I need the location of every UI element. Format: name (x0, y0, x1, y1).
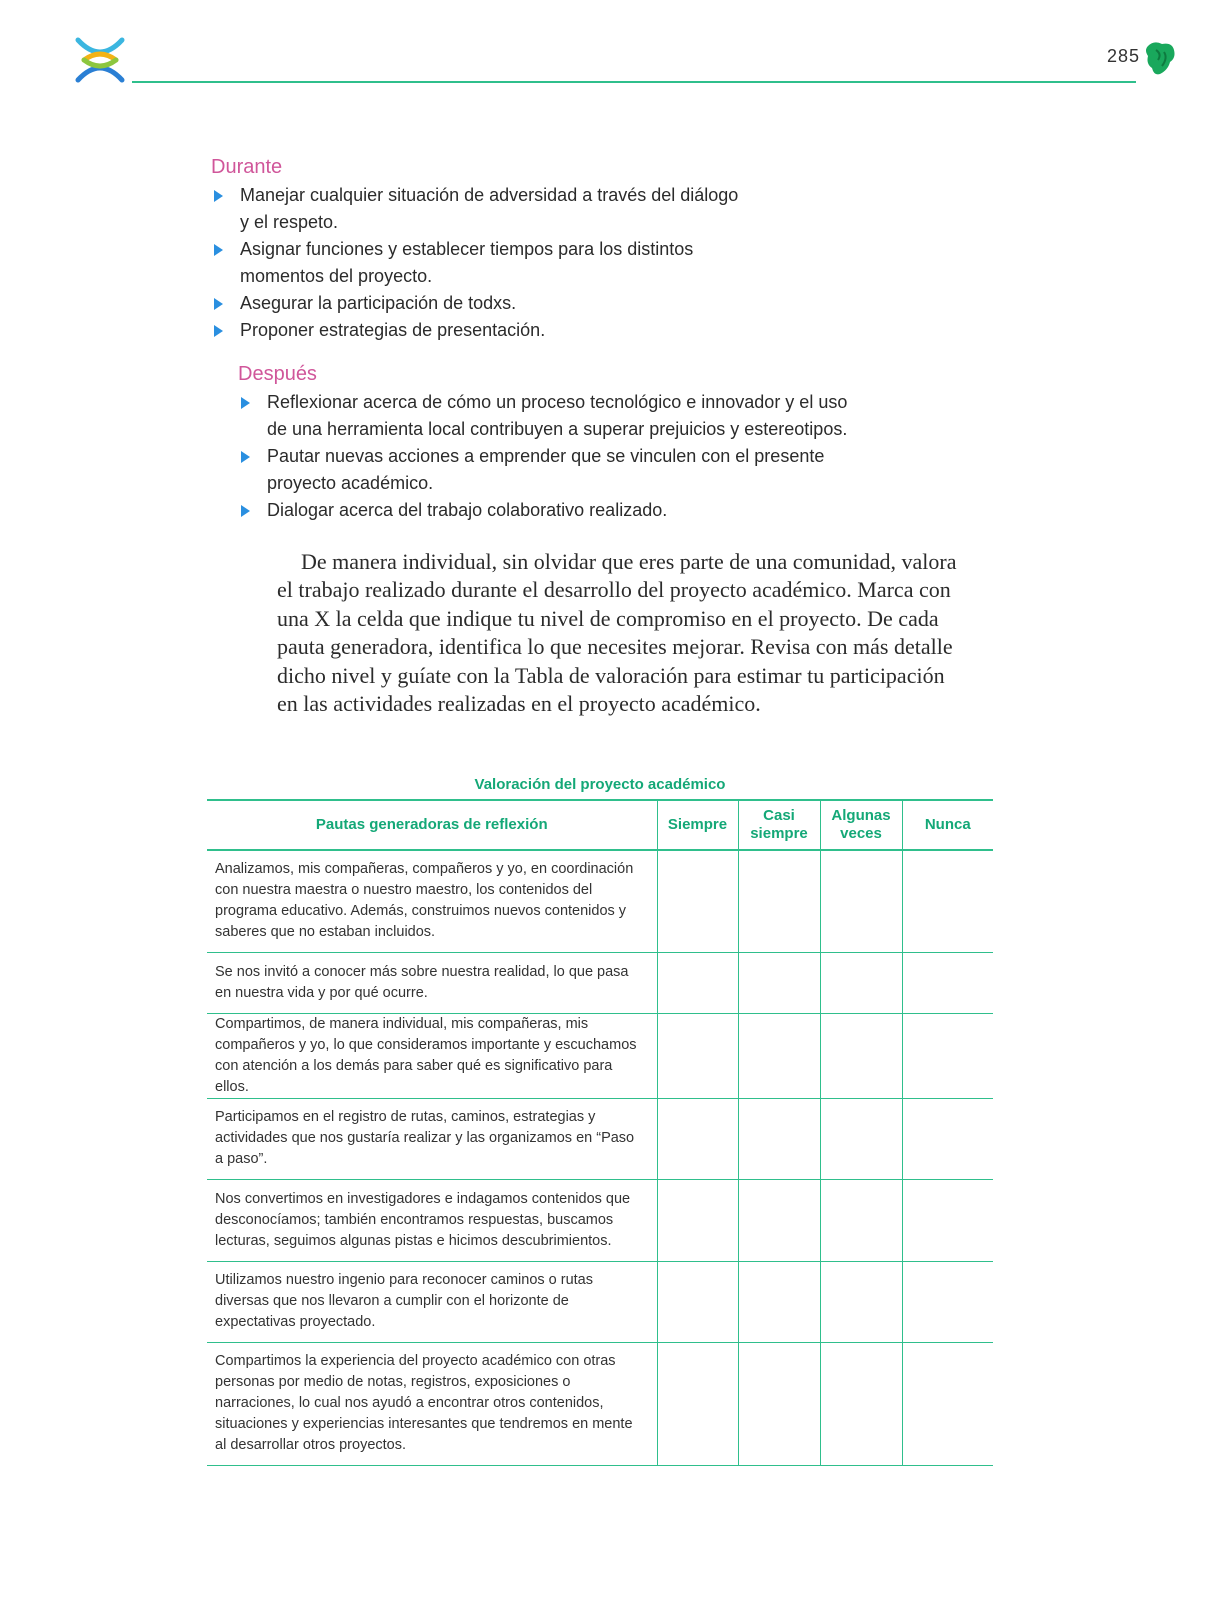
despues-heading: Después (238, 363, 317, 385)
algunas-veces-cell[interactable] (820, 1342, 902, 1465)
bullet-arrow-icon (241, 451, 250, 463)
siempre-cell[interactable] (657, 850, 738, 952)
page-number: 285 (1106, 46, 1140, 66)
siempre-cell[interactable] (657, 1261, 738, 1342)
bullet-arrow-icon (214, 190, 223, 202)
algunas-veces-cell[interactable] (820, 1179, 902, 1261)
nunca-cell[interactable] (902, 1013, 993, 1098)
list-item: Asignar funciones y establecer tiempos para los distintos momentos del proyecto. (211, 236, 751, 290)
pauta-text: Participamos en el registro de rutas, caminos, estrategias y actividades que nos gustaría realizar y las organizamos en “Paso a paso”. (207, 1098, 657, 1179)
instructions-paragraph: De manera individual, sin olvidar que eres parte de una comunidad, valora el trabajo realizado durante el desarrollo del proyecto académico. Marca con una X la celda que indique tu nivel de compromiso en el proyecto. De cada pauta generadora, identifica lo que necesites mejorar. Revisa con más detalle dicho nivel y guíate con la Tabla de valoración para estimar tu participación en las actividades realizadas en el proyecto académico. (277, 549, 957, 717)
list-item: Proponer estrategias de presentación. (211, 317, 751, 344)
casi-siempre-cell[interactable] (738, 1013, 820, 1098)
siempre-cell[interactable] (657, 952, 738, 1013)
bullet-arrow-icon (214, 298, 223, 310)
despues-list (238, 389, 848, 524)
header-rule (132, 81, 1136, 83)
list-item: Dialogar acerca del trabajo colaborativo realizado. (238, 497, 848, 524)
header-casi-siempre: Casi siempre (738, 800, 820, 850)
casi-siempre-cell[interactable] (738, 952, 820, 1013)
valoracion-table (207, 799, 993, 1466)
table-row (207, 850, 993, 952)
pauta-text: Compartimos, de manera individual, mis compañeras, mis compañeros y yo, lo que consideramos importante y escuchamos con atención a los demás para saber qué es significativo para ellos. (207, 1013, 657, 1098)
list-item: Reflexionar acerca de cómo un proceso tecnológico e innovador y el uso de una herramienta local contribuyen a superar prejuicios y estereotipos. (238, 389, 848, 443)
bullet-arrow-icon (241, 397, 250, 409)
algunas-veces-cell[interactable] (820, 1013, 902, 1098)
pauta-text: Utilizamos nuestro ingenio para reconocer caminos o rutas diversas que nos llevaron a cumplir con el horizonte de expectativas proyectado. (207, 1261, 657, 1342)
algunas-veces-cell[interactable] (820, 850, 902, 952)
nunca-cell[interactable] (902, 1179, 993, 1261)
siempre-cell[interactable] (657, 1013, 738, 1098)
header-algunas-veces: Algunas veces (820, 800, 902, 850)
header-siempre: Siempre (657, 800, 738, 850)
bullet-arrow-icon (214, 325, 223, 337)
nunca-cell[interactable] (902, 1261, 993, 1342)
bullet-arrow-icon (241, 505, 250, 517)
algunas-veces-cell[interactable] (820, 1098, 902, 1179)
nunca-cell[interactable] (902, 1342, 993, 1465)
table-row (207, 1261, 993, 1342)
table-header-row (207, 800, 993, 850)
table-title: Valoración del proyecto académico (474, 776, 726, 793)
casi-siempre-cell[interactable] (738, 1179, 820, 1261)
casi-siempre-cell[interactable] (738, 850, 820, 952)
header-nunca: Nunca (902, 800, 993, 850)
pauta-text: Analizamos, mis compañeras, compañeros y yo, en coordinación con nuestra maestra o nuestro maestro, los contenidos del programa educativo. Además, construimos nuevos contenidos y saberes que no estaban incluidos. (207, 850, 657, 952)
table-row (207, 952, 993, 1013)
casi-siempre-cell[interactable] (738, 1098, 820, 1179)
nunca-cell[interactable] (902, 1098, 993, 1179)
siempre-cell[interactable] (657, 1098, 738, 1179)
table-row (207, 1013, 993, 1098)
casi-siempre-cell[interactable] (738, 1261, 820, 1342)
casi-siempre-cell[interactable] (738, 1342, 820, 1465)
algunas-veces-cell[interactable] (820, 1261, 902, 1342)
header-pautas: Pautas generadoras de reflexión (207, 800, 657, 850)
durante-list (211, 182, 751, 344)
table-row (207, 1342, 993, 1465)
pauta-text: Compartimos la experiencia del proyecto académico con otras personas por medio de notas, registros, exposiciones o narraciones, lo cual nos ayudó a encontrar otros contenidos, situaciones y experiencias interesantes que tendremos en mente al desarrollar otros proyectos. (207, 1342, 657, 1465)
list-item: Pautar nuevas acciones a emprender que se vinculen con el presente proyecto académico. (238, 443, 848, 497)
table-row (207, 1098, 993, 1179)
nunca-cell[interactable] (902, 850, 993, 952)
table-row (207, 1179, 993, 1261)
siempre-cell[interactable] (657, 1342, 738, 1465)
pauta-text: Nos convertimos en investigadores e indagamos contenidos que desconocíamos; también encontramos respuestas, buscamos lecturas, seguimos algunas pistas e hicimos descubrimientos. (207, 1179, 657, 1261)
siempre-cell[interactable] (657, 1179, 738, 1261)
pauta-text: Se nos invitó a conocer más sobre nuestra realidad, lo que pasa en nuestra vida y por qué ocurre. (207, 952, 657, 1013)
nunca-cell[interactable] (902, 952, 993, 1013)
list-item: Manejar cualquier situación de adversidad a través del diálogo y el respeto. (211, 182, 751, 236)
interlocking-rings-logo-icon (74, 34, 126, 86)
list-item: Asegurar la participación de todxs. (211, 290, 751, 317)
green-glyph-icon (1144, 40, 1176, 76)
durante-heading: Durante (211, 156, 283, 178)
algunas-veces-cell[interactable] (820, 952, 902, 1013)
bullet-arrow-icon (214, 244, 223, 256)
